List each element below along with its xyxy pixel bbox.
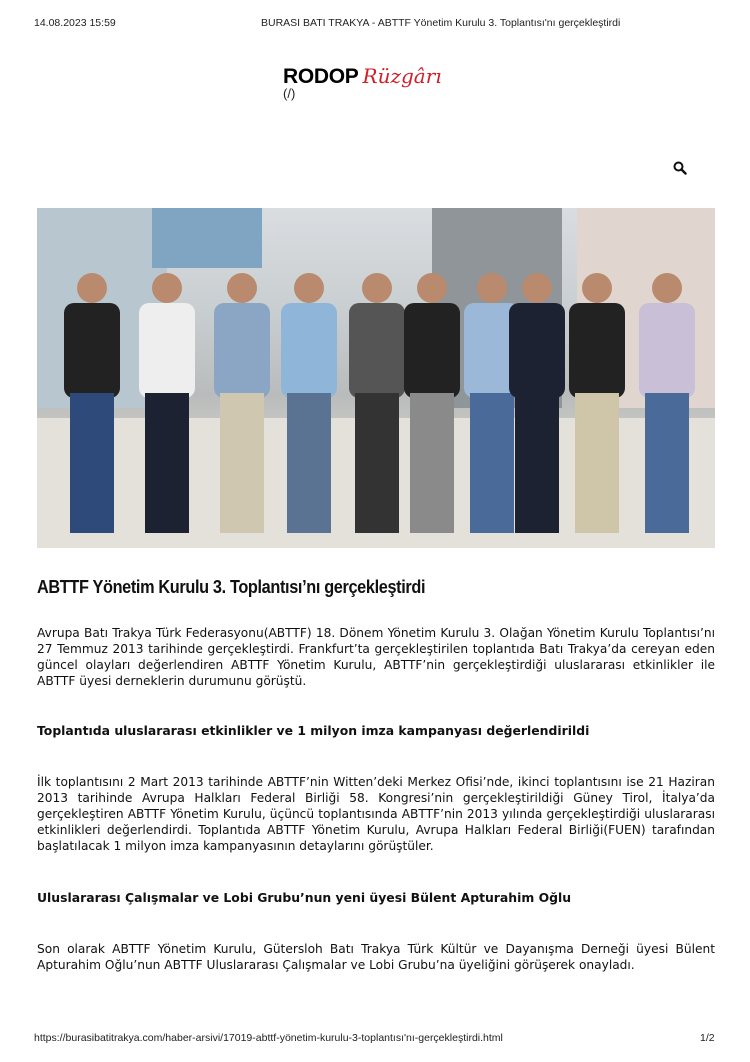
article-photo (37, 208, 715, 548)
person-silhouette (509, 273, 565, 533)
print-page-number: 1/2 (700, 1032, 715, 1044)
logo-link-text: (/) (283, 86, 296, 101)
site-logo-link[interactable] (283, 64, 442, 101)
person-silhouette (569, 273, 625, 533)
article-title: ABTTF Yönetim Kurulu 3. Toplantısı’nı gerçekleştirdi (37, 576, 426, 597)
person-silhouette (349, 273, 405, 533)
print-datetime: 14.08.2023 15:59 (34, 17, 116, 29)
article-paragraph-2: İlk toplantısını 2 Mart 2013 tarihinde ABTTF’nin Witten’deki Merkez Ofisi’nde, ikinci toplantısını ise 21 Haziran 2013 tarihinde Avrupa Halkları Federal Birliği 58. Kongresi’nin gerçekleştirildiği Güney Tirol, İtalya’da gerçekleştiren ABTTF Yönetim Kurulu, üçüncü toplantısında ABTTF’nin 2013 yılında gerçekleştirdiği uluslararası etkinlikleri değerlendirdi. Toplantıda ABTTF Yönetim Kurulu, Avrupa Halkları Federal Birliği(FUEN) tarafından başlatılacak 1 milyon imza kampanyasının detaylarını görüştüler. (37, 775, 715, 853)
person-silhouette (139, 273, 195, 533)
article-paragraph-3: Son olarak ABTTF Yönetim Kurulu, Gütersloh Batı Trakya Türk Kültür ve Dayanışma Derneği üyesi Bülent Apturahim Oğlu’nun ABTTF Uluslararası Çalışmalar ve Lobi Grubu’na üyeliğini görüşerek onayladı. (37, 942, 715, 972)
person-silhouette (404, 273, 460, 533)
logo-script-text: Rüzgârı (362, 64, 442, 88)
person-silhouette (639, 273, 695, 533)
person-silhouette (214, 273, 270, 533)
person-silhouette (64, 273, 120, 533)
person-silhouette (281, 273, 337, 533)
print-page-title: BURASI BATI TRAKYA - ABTTF Yönetim Kurulu 3. Toplantısı'nı gerçekleştirdi (261, 17, 621, 29)
logo-main-text: RODOP (283, 65, 359, 88)
print-footer-url: https://burasibatitrakya.com/haber-arsivi/17019-abttf-yönetim-kurulu-3-toplantısı'nı-gerçekleştirdi.html (34, 1032, 503, 1044)
search-icon[interactable] (673, 161, 687, 175)
article-subheading-2: Uluslararası Çalışmalar ve Lobi Grubu’nun yeni üyesi Bülent Apturahim Oğlu (37, 890, 572, 905)
article-subheading-1: Toplantıda uluslararası etkinlikler ve 1 milyon imza kampanyası değerlendirildi (37, 723, 590, 738)
article-paragraph-1: Avrupa Batı Trakya Türk Federasyonu(ABTTF) 18. Dönem Yönetim Kurulu 3. Olağan Yönetim Kurulu Toplantısı’nı 27 Temmuz 2013 tarihinde gerçekleştirdi. Frankfurt’ta gerçekleştirilen toplantıda Batı Trakya’da cereyan eden güncel olayları değerlendiren ABTTF Yönetim Kurulu, ABTTF’nin gerçekleştirdiği uluslararası etkinlikler ile ABTTF üyesi derneklerin durumunu görüştü. (37, 626, 715, 688)
